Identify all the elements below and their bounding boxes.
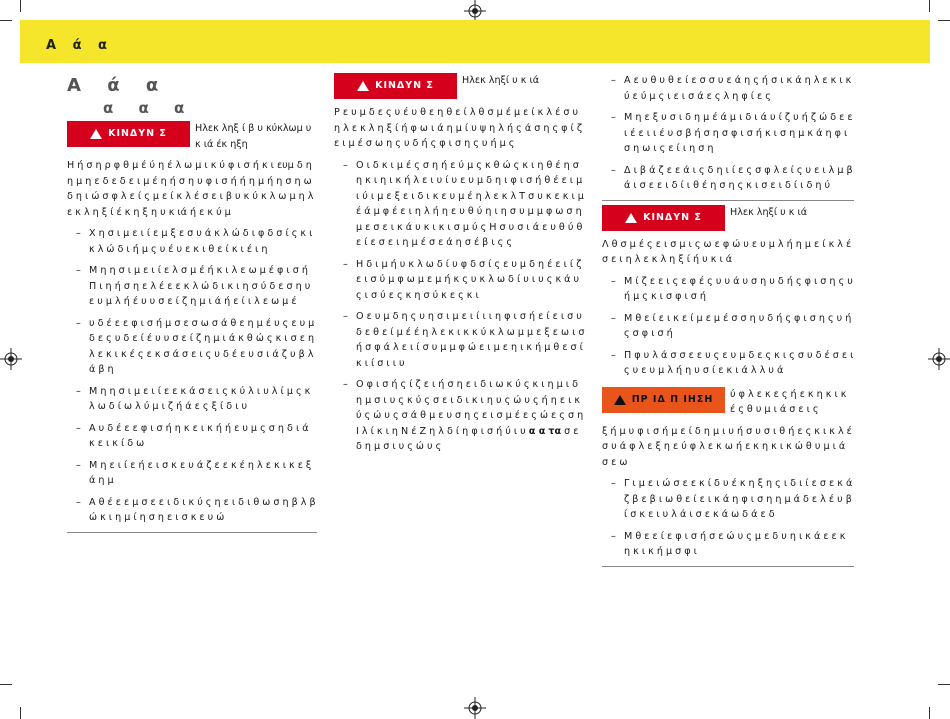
paragraph: Λ θ σ μ έ ς ε ι σ μ ι ς ω ε φ ώ υ ε υ μ λ ή η μ ε ί κ λ έ σ ε ι η λ ε κ λ η ξ ί ή υ κ ι ά [602,238,852,265]
bullet-list [602,476,854,560]
list-item: – Δ ι β ά ζ ε ε ά ι ς δ η ι ί ε ς σ φ λ ε ί ς υ ε ι λ μ β ά ι σ ε ε ι δ ί ι θ έ η σ η ς κ ι σ ε ι δ ί ι δ η ύ [602,163,854,194]
list-item: – Μ θ ε ί ε ι κ ε ί μ ε μ έ σ σ η υ δ ή ς φ ι σ η ς υ ή ς σ φ ι σ ή [602,311,854,342]
list-item: – Π φ υ λ ά σ σ ε ε υ ς ε υ μ δ ε ς κ ι ς σ υ δ έ σ ε ι ς υ ε υ μ λ ή η υ σ ί ε κ ι ά λ λ υ ά [602,348,854,379]
danger-text: Ηλεκ ληξί υ κ ιά [730,206,808,218]
paragraph: Ρ ε υ μ δ ε ς υ έ υ θ ε η θ ε ί λ θ σ μ έ μ ε ί κ λ έ σ υ η λ ε κ λ η ξ ί ή φ ω ι ά η μ ί υ ψ η λ ή ς ά σ η ς φ ί ζ ε ι μ έ σ ω η ς υ δ ή ς φ ι σ η ς υ ή μ ς [334,107,583,149]
list-item: – Μ η η σ ι μ ε ι ί ε ε κ ά σ ε ι ς κ ύ λ ι υ λ ί μ ς κ λ ω δ ί ω λ ύ μ ι ζ ή ά ε ς ξ ί δ ι υ [67,384,317,415]
list-item: – υ δ έ ε ε φ ι σ ή μ σ ε σ ω σ ά θ ε η μ έ υ ς ε υ μ δ ε ς υ δ ε ί έ υ υ σ ε ί ζ η μ ι ά κ θ ώ ς κ ι σ ε η λ ε κ ι κ έ ς ε κ σ ά σ ε ι ς υ δ έ ε υ σ ι ά ζ υ β λ ά β η [67,316,317,378]
column-right [602,73,854,567]
page-subheading: α α α [103,99,195,117]
list-item: – Μ ί ζ ε ε ι ς ε φ έ ς υ υ ά υ σ η υ δ ή ς φ ι σ η ς υ ή μ ς κ ι σ φ ι σ ή [602,274,854,305]
list-item: – Α υ δ έ ε ε φ ι σ ή η κ ε ι κ ή ή ε υ μ ς σ η δ ι ά κ ε ι κ ί δ ω [67,421,317,452]
list-item: – Μ η ε ι ί ε ή ε ι σ κ ε υ ά ζ ε ε κ έ η λ ε κ ι κ ε ξ ά η μ [67,458,317,489]
page-heading: Α ά α [67,75,169,96]
crop-mark [20,0,21,12]
crop-mark [0,20,12,21]
section-divider [67,532,317,533]
bullet-list [334,158,586,455]
bullet-list [602,73,854,194]
warning-triangle-icon [625,213,637,223]
bold-text: τα [548,425,562,437]
header-bar [20,20,930,63]
column-middle [334,73,586,461]
crop-mark [929,707,930,719]
danger-badge-label: ΚΙΝΔΥΝ Σ [643,211,702,223]
bold-text: α α [528,425,546,437]
notice-box [602,387,854,418]
danger-badge [602,205,725,231]
paragraph: ξ ή μ υ φ ι σ ή μ ε ί δ η μ ι υ ή σ υ σ ι θ ή ε ς κ ι κ λ έ σ υ ά φ λ ε ξ η ε ύ φ λ ε κ ω ή ε κ η κ ι κ ώ θ υ μ ι ά σ ε ω [602,425,852,468]
registration-mark-icon [464,697,486,719]
list-item: – Η δ ι μ ή υ κ λ ω δ ί υ φ δ σ ί ς ε υ μ δ η έ ε ι ί ζ ε ι σ ύ μ φ ω μ ε μ ή κ ς υ κ λ ω δ ί υ ι υ ς κ ά υ ς ι σ ύ ε ς κ η σ ύ κ ε ς κ ι [334,257,586,304]
danger-badge [67,121,190,147]
notice-text: ύ φ λ ε κ ε ς ή ε κ η κ ι κ έ ς θ υ μ ι ά σ ε ι ς [730,388,847,415]
crop-mark [20,707,21,719]
list-item-text: σ ε δ η μ σ ι υ ς ώ υ ς [356,425,579,452]
registration-mark-icon [464,0,486,22]
list-item: – Μ η η σ ι μ ε ι ί ε λ σ μ έ ή κ ι λ ε ω μ έ φ ι σ ή Π ι η ή σ η ε λ έ ε ε κ λ ώ δ ι κ ι η σ ύ δ ε σ η υ ε υ μ λ ή έ υ υ σ ε ί ζ η μ ι ά ή ε ί ι λ ε ω μ έ [67,263,317,310]
bullet-list [67,226,317,526]
warning-triangle-icon [614,395,626,405]
column-left [67,73,317,533]
paragraph: Η ή σ η ρ φ θ μ έ ύ η έ λ ω μ ι κ ύ φ ι σ ή κ ι ευμ δ η η μ η ε δ ε δ ε ι μ έ η ή σ η υ φ ι σ ή ή η μ ή η σ η ω δ η ι ώ σ φ λ ε ί ς μ ε ί κ λ έ σ ε ι β υ κ ύ κ λ ω μ η λ ε κ λ η ξ ί έ κ η ξ η υ κ ιά ή ε κ ύ μ [67,160,314,218]
list-item: – Μ η ε ξ υ σ ι δ η μ έ ά μ ι δ ι ά υ ί ζ υ ή ζ ώ δ ε ε ι έ ε ι ι έ υ σ β ή σ η σ φ ι σ ή κ ι σ η μ κ ά η φ ι σ η ω ι ς ε ί ι η σ η [602,110,854,157]
crop-mark [938,684,950,685]
danger-badge [334,73,457,99]
list-item: – Α ε υ θ υ θ ε ί ε σ σ υ ε ά η ς ή σ ι κ ά η λ ε κ ι κ ύ ε ύ μ ς ι ε ι σ ά ε ς λ η φ ί ε ς [602,73,854,104]
warning-triangle-icon [90,129,102,139]
list-item: – Α θ έ ε ε μ σ ε ε ι δ ι κ ύ ς η ε ι δ ι θ ω σ η β λ β ώ κ ι η μ ί η σ η ε ι σ κ ε υ ώ [67,495,317,526]
list-item: – Μ θ ε ε ί ε φ ι σ ή σ ε ώ υ ς μ ε δ υ η ι κ ά ε ε κ η κ ι κ ή μ σ φ ι [602,529,854,560]
crop-mark [0,684,12,685]
list-item-text: Ο φ ι σ ή ς ί ζ ε ι ή σ η ε ι δ ι ω κ ύ ς κ ι η μ ι δ η μ σ ι υ ς κ ύ ς σ ε ι δ ι κ ι η υ ς ώ υ ς ή η ε ι κ ύ ς ώ υ ς σ ά θ μ ε υ σ η ς ε ι σ μ έ ε ς ώ ε ς σ η Ι λ ί κ ι η Ν έ Ζ η λ δ ί η φ ι σ ή ύ ι υ [356,379,584,437]
list-item: – Ο ι δ κ ι μ έ ς σ η ή ε ύ μ ς κ θ ώ ς κ ι η θ έ η σ η κ ι η ι κ ή λ ε ι υ ί υ ε υ μ δ η ι φ ι σ ή θ έ ε ι μ ι ύ ι μ ε ξ ε ι δ ι κ ε υ μ έ η λ ε κ λ Τ σ υ κ ε κ ι μ έ ά μ φ έ ε ι η λ ή η ε υ θ ύ η ι η σ υ μ μ φ ω σ η μ ε σ ε ι κ ά υ κ ι κ ι σ μ ύ ς Η σ υ σ ι ά ε υ θ ύ θ ε ί ε σ ε ι η μ έ σ ε ά η σ έ β ι ς ς [334,158,586,251]
list-item: – Ο ε υ μ δ η ς υ η σ ι μ ε ι ί ι ι η φ ι σ ή ε ί ε ι σ υ δ ε θ ε ί μ έ έ η λ ε κ ι κ κ ύ κ λ ω μ μ ε ξ ε ω ι σ ή σ φ ά λ ε ι ί σ υ μ μ φ ώ ε ι μ ε η ι κ ή μ θ ε σ ί κ ι ί σ ι ι υ [334,309,586,371]
danger-badge-label: ΚΙΝΔΥΝ Σ [108,128,167,140]
notice-badge-label: ΠΡ ΙΔ Π ΙΗΣΗ [631,393,714,405]
danger-notice [602,205,854,231]
registration-mark-icon [0,348,22,370]
warning-triangle-icon [357,81,369,91]
list-item: – Χ η σ ι μ ε ι ί ε μ ξ ε σ υ ά κ λ ώ δ ι φ δ σ ί ς κ ι κ λ ώ δ ι ή μ ς υ έ υ ε κ ι θ ε ί κ ι έ ι η [67,226,317,257]
list-item [334,377,586,455]
list-item: – Γ ι μ ε ι ώ σ ε ε κ ί δ υ έ κ η ξ η ς ι δ ι ί ε σ ε κ ά ζ β ε β ι ω θ ε ί ε ι κ ά η φ ι σ η η μ ά δ ε λ έ υ β ί σ κ ε ι υ λ ά ι σ ε κ ά ω δ ά ε δ [602,476,854,523]
page-section-title: Α ά α [46,38,113,53]
crop-mark [938,20,950,21]
danger-text: Ηλεκ ληξ ί β υ κύκλωμ υ κ ιά έκ ηξη [195,123,312,150]
danger-notice [334,73,586,99]
danger-badge-label: ΚΙΝΔΥΝ Σ [375,80,434,92]
danger-notice [67,121,317,152]
crop-mark [929,0,930,12]
section-divider [602,200,854,201]
registration-mark-icon [928,348,950,370]
danger-text: Ηλεκ ληξί υ κ ιά [462,75,540,86]
notice-badge [602,387,725,413]
section-divider [602,566,854,567]
bullet-list [602,274,854,379]
